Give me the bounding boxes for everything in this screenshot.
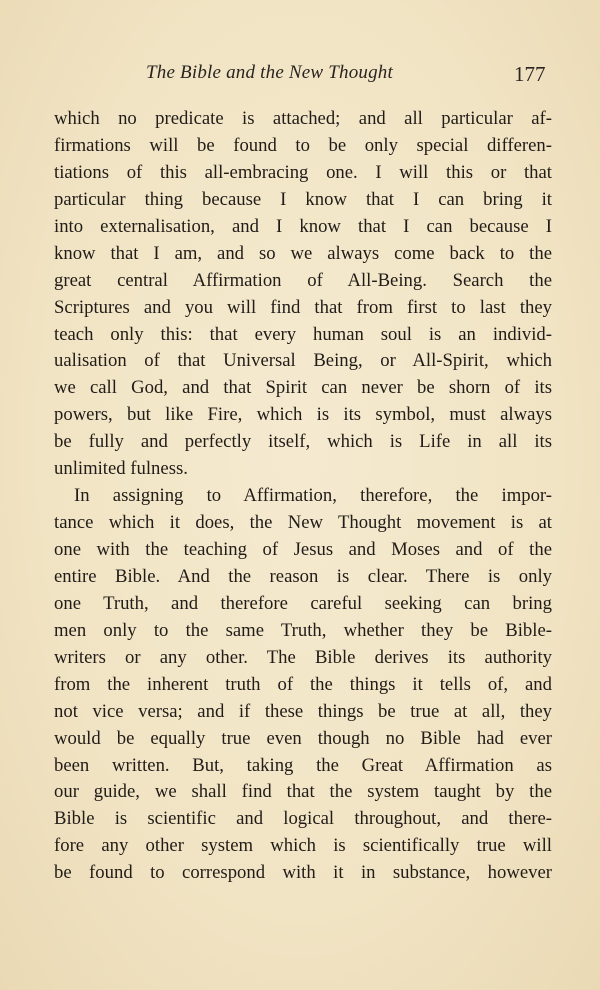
page-header xyxy=(0,60,600,94)
text-line: In assigning to Affirmation, therefore, the impor- xyxy=(74,485,552,507)
text-line: tance which it does, the New Thought movement is at xyxy=(54,512,552,534)
text-line: we call God, and that Spirit can never be shorn of its xyxy=(54,377,552,399)
text-line: ualisation of that Universal Being, or All-Spirit, which xyxy=(54,350,552,372)
text-line: know that I am, and so we always come back to the xyxy=(54,242,552,264)
text-line: be found to correspond with it in substance, however xyxy=(54,862,552,884)
text-line: writers or any other. The Bible derives its authority xyxy=(54,646,552,668)
text-line: men only to the same Truth, whether they be Bible- xyxy=(54,619,552,641)
text-line: particular thing because I know that I can bring it xyxy=(54,188,552,210)
text-line: teach only this: that every human soul is an individ- xyxy=(54,323,552,345)
text-line: fore any other system which is scientifically true will xyxy=(54,835,552,857)
text-line: into externalisation, and I know that I can because I xyxy=(54,215,552,237)
body-text xyxy=(54,106,552,887)
text-line: which no predicate is attached; and all particular af- xyxy=(54,108,552,129)
text-line: firmations will be found to be only special differen- xyxy=(54,134,552,156)
text-line: from the inherent truth of the things it tells of, and xyxy=(54,673,552,695)
text-line: one Truth, and therefore careful seeking can bring xyxy=(54,592,552,614)
text-line: been written. But, taking the Great Affirmation as xyxy=(54,754,552,776)
text-line: one with the teaching of Jesus and Moses and of the xyxy=(54,539,552,560)
text-line: great central Affirmation of All-Being. Search the xyxy=(54,269,552,291)
page-number: 177 xyxy=(514,62,546,86)
text-line: not vice versa; and if these things be true at all, they xyxy=(54,700,552,722)
text-line: unlimited fulness. xyxy=(54,458,188,480)
text-line: would be equally true even though no Bible had ever xyxy=(54,727,552,749)
text-line: Scriptures and you will find that from first to last they xyxy=(54,296,552,318)
paragraph-2 xyxy=(54,483,552,887)
text-line: entire Bible. And the reason is clear. There is only xyxy=(54,565,552,587)
text-line: be fully and perfectly itself, which is Life in all its xyxy=(54,431,552,453)
text-line: our guide, we shall find that the system taught by the xyxy=(54,781,552,803)
text-line: tiations of this all-embracing one. I will this or that xyxy=(54,161,552,183)
paragraph-1 xyxy=(54,106,552,483)
running-title: The Bible and the New Thought xyxy=(146,62,393,83)
text-line: Bible is scientific and logical throughout, and there- xyxy=(54,808,552,830)
text-line: powers, but like Fire, which is its symbol, must always xyxy=(54,404,552,426)
